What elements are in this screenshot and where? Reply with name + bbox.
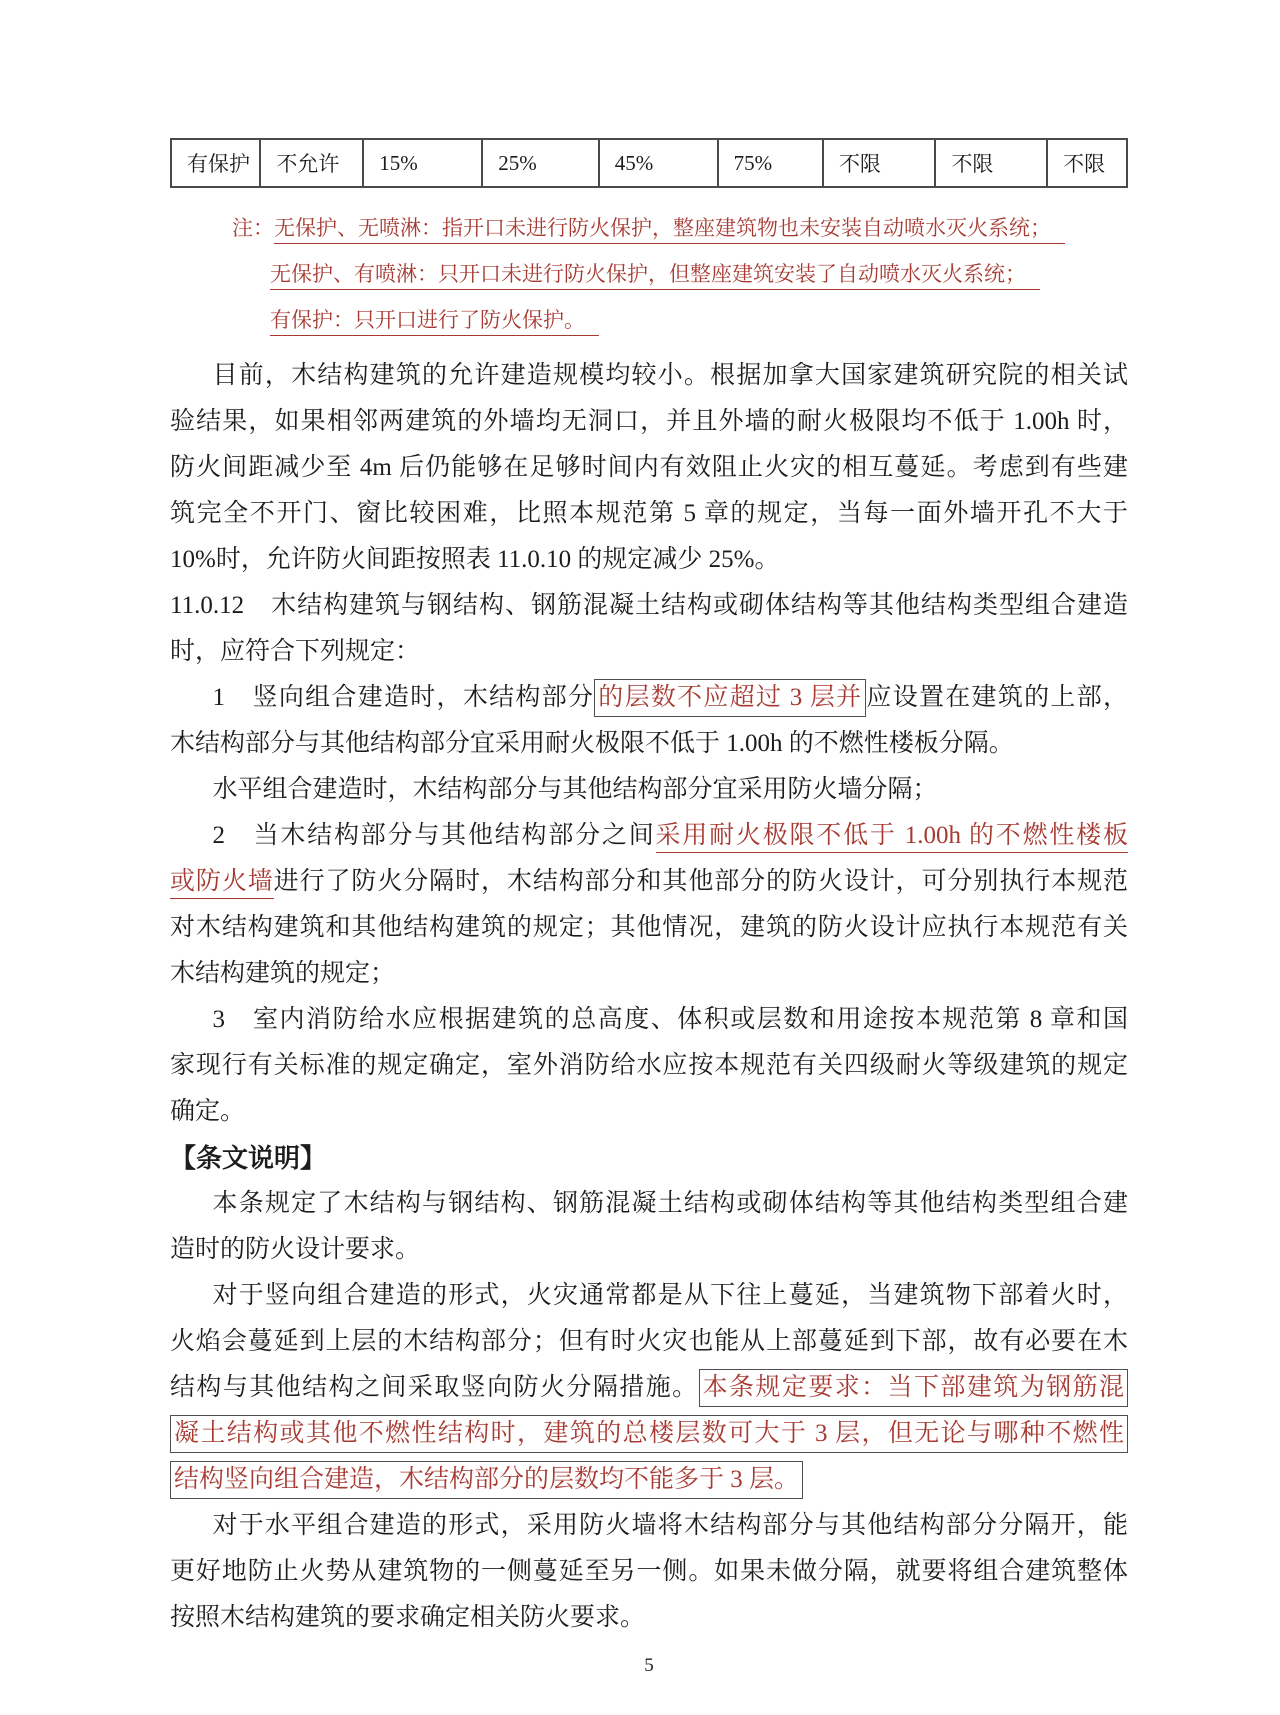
- note-line: [270, 297, 1128, 343]
- body-text: 时，应符合下列规定：: [170, 638, 421, 665]
- body-text: 结构与其他结构之间采取竖向防火分隔措施。: [170, 1374, 699, 1401]
- text-line: [170, 721, 1128, 767]
- body-text: 11.0.12 木结构建筑与钢结构、钢筋混凝土结构或砌体结构等其他结构类型组合建造: [170, 592, 1128, 619]
- body-text: 本条规定了木结构与钢结构、钢筋混凝土结构或砌体结构等其他结构类型组合建: [212, 1190, 1128, 1217]
- text-line: [170, 813, 1128, 859]
- notes: [232, 205, 1128, 343]
- continuation-table-row: [171, 139, 1127, 187]
- body-text: 按照木结构建筑的要求确定相关防火要求。: [170, 1604, 646, 1631]
- body-text: 家现行有关标准的规定确定，室外消防给水应按本规范有关四级耐火等级建筑的规定: [170, 1052, 1128, 1079]
- body-text: 确定。: [170, 1098, 246, 1125]
- text-line: [170, 1411, 1128, 1457]
- body-text: 对于水平组合建造的形式，采用防火墙将木结构部分与其他结构部分分隔开，能: [212, 1512, 1128, 1539]
- table-cell: 45%: [599, 139, 718, 187]
- red-boxed-text: 本条规定要求：当下部建筑为钢筋混: [699, 1369, 1128, 1407]
- body-text: 更好地防止火势从建筑物的一侧蔓延至另一侧。如果未做分隔，就要将组合建筑整体: [170, 1558, 1128, 1585]
- text-line: [170, 905, 1128, 951]
- body-text: 1 竖向组合建造时，木结构部分: [212, 684, 595, 711]
- body-text: 火焰会蔓延到上层的木结构部分；但有时火灾也能从上部蔓延到下部，故有必要在木: [170, 1328, 1128, 1355]
- body-text: 木结构建筑的规定；: [170, 960, 396, 987]
- table-cell: 不允许: [260, 139, 363, 187]
- body-text: 防火间距减少至 4m 后仍能够在足够时间内有效阻止火灾的相互蔓延。考虑到有些建: [170, 454, 1128, 481]
- text-line: [170, 1135, 1128, 1181]
- body-text: 3 室内消防给水应根据建筑的总高度、体积或层数和用途按本规范第 8 章和国: [212, 1006, 1128, 1033]
- red-underlined-text: 采用耐火极限不低于 1.00h 的不燃性楼板: [656, 822, 1128, 853]
- body-text: 对木结构建筑和其他结构建筑的规定；其他情况，建筑的防火设计应执行本规范有关: [170, 914, 1128, 941]
- text-line: [170, 1365, 1128, 1411]
- body-text: 验结果，如果相邻两建筑的外墙均无洞口，并且外墙的耐火极限均不低于 1.00h 时，: [170, 408, 1128, 435]
- continuation-table: [170, 138, 1128, 188]
- text-line: [170, 353, 1128, 399]
- note-line: [270, 251, 1128, 297]
- table-cell: 25%: [482, 139, 599, 187]
- text-line: [170, 1457, 1128, 1503]
- body-text: 10%时，允许防火间距按照表 11.0.10 的规定减少 25%。: [170, 546, 780, 573]
- text-line: [170, 491, 1128, 537]
- red-boxed-text: 的层数不应超过 3 层并: [594, 679, 866, 717]
- note-text: 无保护、有喷淋：只开口未进行防火保护，但整座建筑安装了自动喷水灭火系统；: [270, 262, 1040, 290]
- text-line: [170, 675, 1128, 721]
- text-line: [170, 1503, 1128, 1549]
- text-line: [170, 1319, 1128, 1365]
- text-line: [170, 629, 1128, 675]
- table-cell: 有保护: [171, 139, 260, 187]
- text-line: [170, 445, 1128, 491]
- note-text: 有保护：只开口进行了防火保护。: [270, 308, 599, 336]
- note-prefix: 注：: [232, 216, 274, 240]
- text-line: [170, 537, 1128, 583]
- table-cell: 不限: [823, 139, 936, 187]
- page-number: 5: [644, 1655, 654, 1676]
- body-text: 对于竖向组合建造的形式，火灾通常都是从下往上蔓延，当建筑物下部着火时，: [212, 1282, 1128, 1309]
- section-heading: 【条文说明】: [170, 1143, 327, 1173]
- text-line: [170, 1549, 1128, 1595]
- note-text: 无保护、无喷淋：指开口未进行防火保护，整座建筑物也未安装自动喷水灭火系统；: [274, 216, 1065, 244]
- red-boxed-text: 凝土结构或其他不燃性结构时，建筑的总楼层数可大于 3 层，但无论与哪种不燃性: [170, 1415, 1128, 1453]
- red-underlined-text: 或防火墙: [170, 868, 274, 899]
- body-text: 木结构部分与其他结构部分宜采用耐火极限不低于 1.00h 的不燃性楼板分隔。: [170, 730, 1014, 757]
- text-line: [170, 859, 1128, 905]
- text-line: [170, 767, 1128, 813]
- text-line: [170, 951, 1128, 997]
- table-cell: 75%: [718, 139, 823, 187]
- text-line: [170, 1089, 1128, 1135]
- body-text: 筑完全不开门、窗比较困难，比照本规范第 5 章的规定，当每一面外墙开孔不大于: [170, 500, 1128, 527]
- note-line: [232, 205, 1128, 251]
- table-cell: 不限: [935, 139, 1047, 187]
- text-line: [170, 583, 1128, 629]
- text-line: [170, 1227, 1128, 1273]
- text-line: [170, 1273, 1128, 1319]
- text-line: [170, 1595, 1128, 1641]
- table-cell: 15%: [363, 139, 482, 187]
- body-text: 水平组合建造时，木结构部分与其他结构部分宜采用防火墙分隔；: [212, 776, 938, 803]
- table-cell: 不限: [1047, 139, 1127, 187]
- text-line: [170, 1181, 1128, 1227]
- red-boxed-text: 结构竖向组合建造，木结构部分的层数均不能多于 3 层。: [170, 1461, 803, 1499]
- body-text: 目前，木结构建筑的允许建造规模均较小。根据加拿大国家建筑研究院的相关试: [212, 362, 1128, 389]
- text-line: [170, 1043, 1128, 1089]
- text-line: [170, 399, 1128, 445]
- body-text: 进行了防火分隔时，木结构部分和其他部分的防火设计，可分别执行本规范: [273, 868, 1128, 895]
- document-body: [170, 353, 1128, 1641]
- body-text: 造时的防火设计要求。: [170, 1236, 421, 1263]
- text-line: [170, 997, 1128, 1043]
- body-text: 2 当木结构部分与其他结构部分之间: [212, 822, 656, 849]
- body-text: 应设置在建筑的上部，: [866, 684, 1128, 711]
